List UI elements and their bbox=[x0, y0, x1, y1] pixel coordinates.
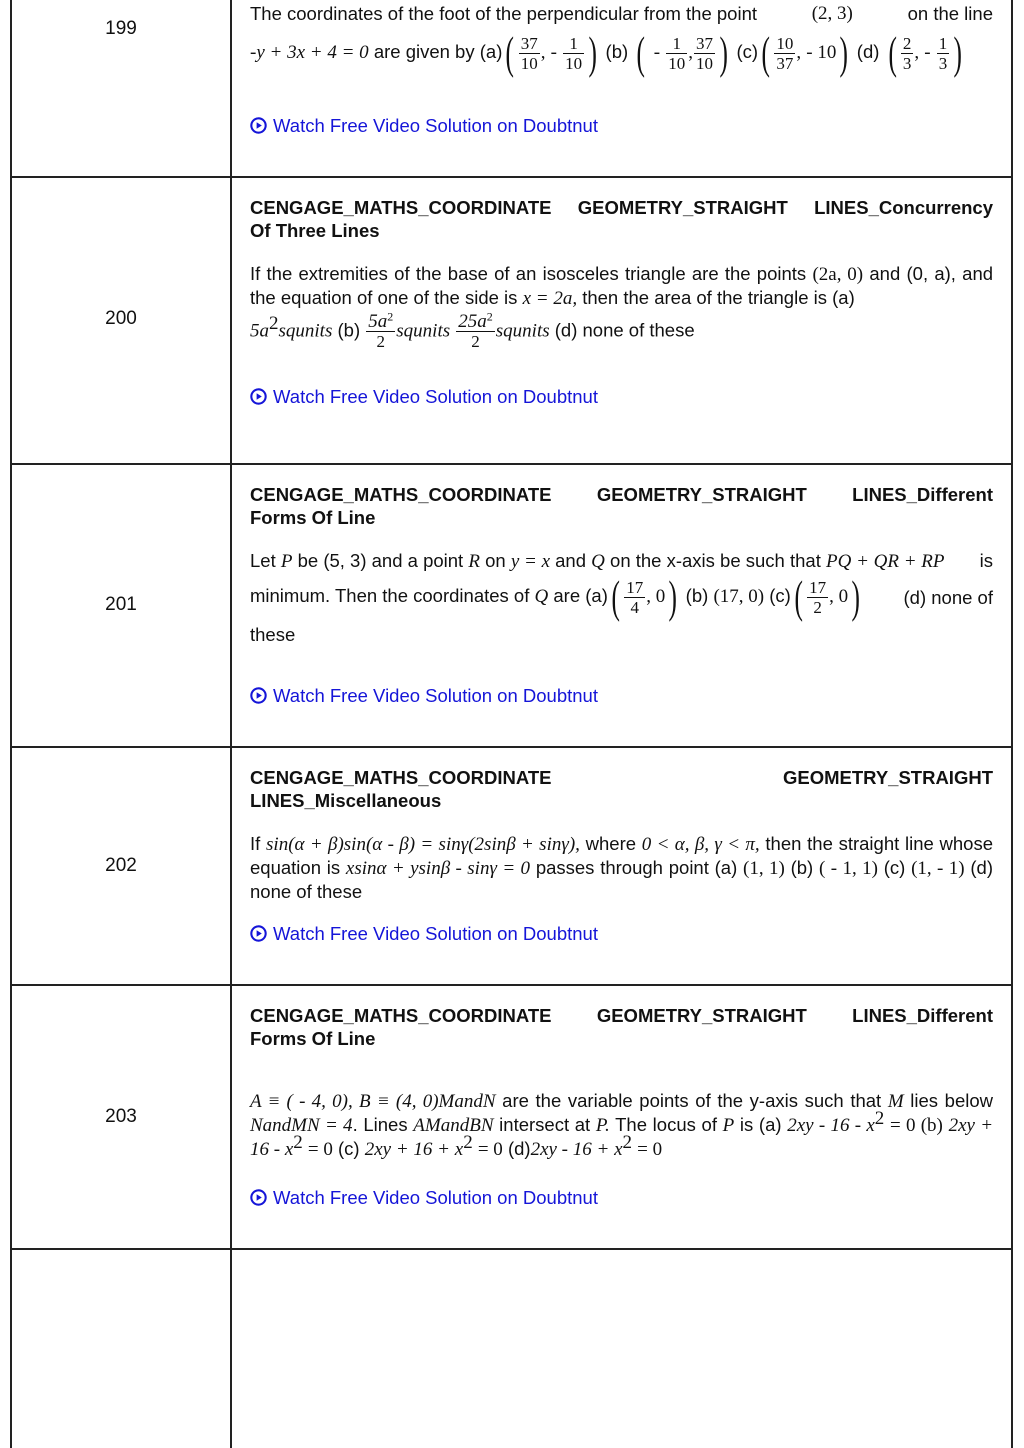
row-divider bbox=[10, 746, 1013, 748]
option-d-label: (d) bbox=[856, 40, 880, 62]
play-circle-icon bbox=[250, 925, 267, 942]
question-199-text bbox=[250, 2, 993, 78]
watch-video-label: Watch Free Video Solution on Doubtnut bbox=[273, 923, 598, 944]
row-divider bbox=[10, 463, 1013, 465]
q199-line2: -y + 3x + 4 = 0 are given by (a)( $\frac{37}{10}$ , - $\frac{1}{10}$ ) (b) ( - $\frac{1}{10}$ , $\frac{37}{10}$ ) (c)( $\frac{10}{37}$ , - 10) (d) ( $\frac{2}{3}$ , - $\frac{1}{3}$ ) bbox=[250, 27, 963, 78]
watch-video-link[interactable] bbox=[250, 114, 993, 137]
watch-video-link[interactable] bbox=[250, 1186, 993, 1209]
play-circle-icon bbox=[250, 687, 267, 704]
table-border-left bbox=[10, 0, 12, 1448]
play-circle-icon bbox=[250, 388, 267, 405]
table-column-divider bbox=[230, 0, 232, 1448]
q199-equation: -y + 3x + 4 = 0 bbox=[250, 41, 369, 63]
row-divider bbox=[10, 176, 1013, 178]
question-202-text: If sin(α + β)sin(α - β) = sinγ(2sinβ + sinγ), where 0 < α, β, γ < π, then the straight line whose equation is xsinα + ysinβ - sinγ = 0 passes through point (a) (1, 1) (b) ( - 1, 1) (c) (1, - 1) (d) none of these bbox=[250, 833, 993, 902]
option-a-label: (a) bbox=[479, 40, 503, 62]
question-202-heading: CENGAGE_MATHS_COORDINATE GEOMETRY_STRAIGHT LINES_Miscellaneous bbox=[250, 767, 993, 811]
question-200-text: If the extremities of the base of an isosceles triangle are the points (2a, 0) and (0, a), and the equation of one of the side is x = 2a, then the area of the triangle is (a) $5a^2squnits$ (b) $\frac{5a^2}{2}$ squnits $\frac{25a^2}{2}$ squnits (d) none of these bbox=[250, 263, 994, 351]
watch-video-label: Watch Free Video Solution on Doubtnut bbox=[273, 1187, 598, 1208]
watch-video-label: Watch Free Video Solution on Doubtnut bbox=[273, 685, 598, 706]
question-number: 199 bbox=[105, 18, 137, 39]
question-number: 200 bbox=[105, 308, 137, 329]
row-divider bbox=[10, 1248, 1013, 1250]
watch-video-link[interactable] bbox=[250, 684, 993, 707]
watch-video-link[interactable] bbox=[250, 922, 993, 945]
question-number: 202 bbox=[105, 855, 137, 876]
question-200-heading: CENGAGE_MATHS_COORDINATE GEOMETRY_STRAIGHT LINES_Concurrency Of Three Lines bbox=[250, 197, 993, 241]
question-201-heading: CENGAGE_MATHS_COORDINATE GEOMETRY_STRAIGHT LINES_Different Forms Of Line bbox=[250, 484, 993, 528]
question-number: 201 bbox=[105, 594, 137, 615]
question-201-text: Let P be (5, 3) and a point R on y = x and Q on the x-axis be such that PQ + QR + RP is minimum. Then the coordinates of Q are (a)( $\frac{17}{4}$ , 0) (b) (17, 0) (c)( $\frac{17}{2}$ , 0) (d) none of these bbox=[250, 550, 993, 645]
option-c-label: (c) bbox=[736, 40, 759, 62]
q199-point: (2, 3) bbox=[811, 3, 853, 24]
watch-video-label: Watch Free Video Solution on Doubtnut bbox=[273, 386, 598, 407]
watch-video-label: Watch Free Video Solution on Doubtnut bbox=[273, 115, 598, 136]
q199-line1-end: on the line bbox=[907, 3, 993, 24]
question-203-text: A ≡ ( - 4, 0), B ≡ (4, 0)MandN are the variable points of the y-axis such that M lies below NandMN = 4. Lines AMandBN intersect at P. The locus of P is (a) $2xy - 16 - x^2 = 0$ (b) $2xy + 16 - x^2 = 0$ (c) $2xy + 16 + x^2 = 0$ $(d)2xy - 16 + x^2 = 0$ bbox=[250, 1090, 994, 1160]
question-number: 203 bbox=[105, 1106, 137, 1127]
question-203-heading: CENGAGE_MATHS_COORDINATE GEOMETRY_STRAIGHT LINES_Different Forms Of Line bbox=[250, 1005, 993, 1049]
option-b-label: (b) bbox=[605, 40, 629, 62]
q199-line1: The coordinates of the foot of the perpendicular from the point bbox=[250, 3, 758, 24]
row-divider bbox=[10, 984, 1013, 986]
play-circle-icon bbox=[250, 1189, 267, 1206]
q199-given: are given by bbox=[373, 40, 475, 62]
play-circle-icon bbox=[250, 117, 267, 134]
watch-video-link[interactable] bbox=[250, 385, 993, 408]
table-border-right bbox=[1011, 0, 1013, 1448]
